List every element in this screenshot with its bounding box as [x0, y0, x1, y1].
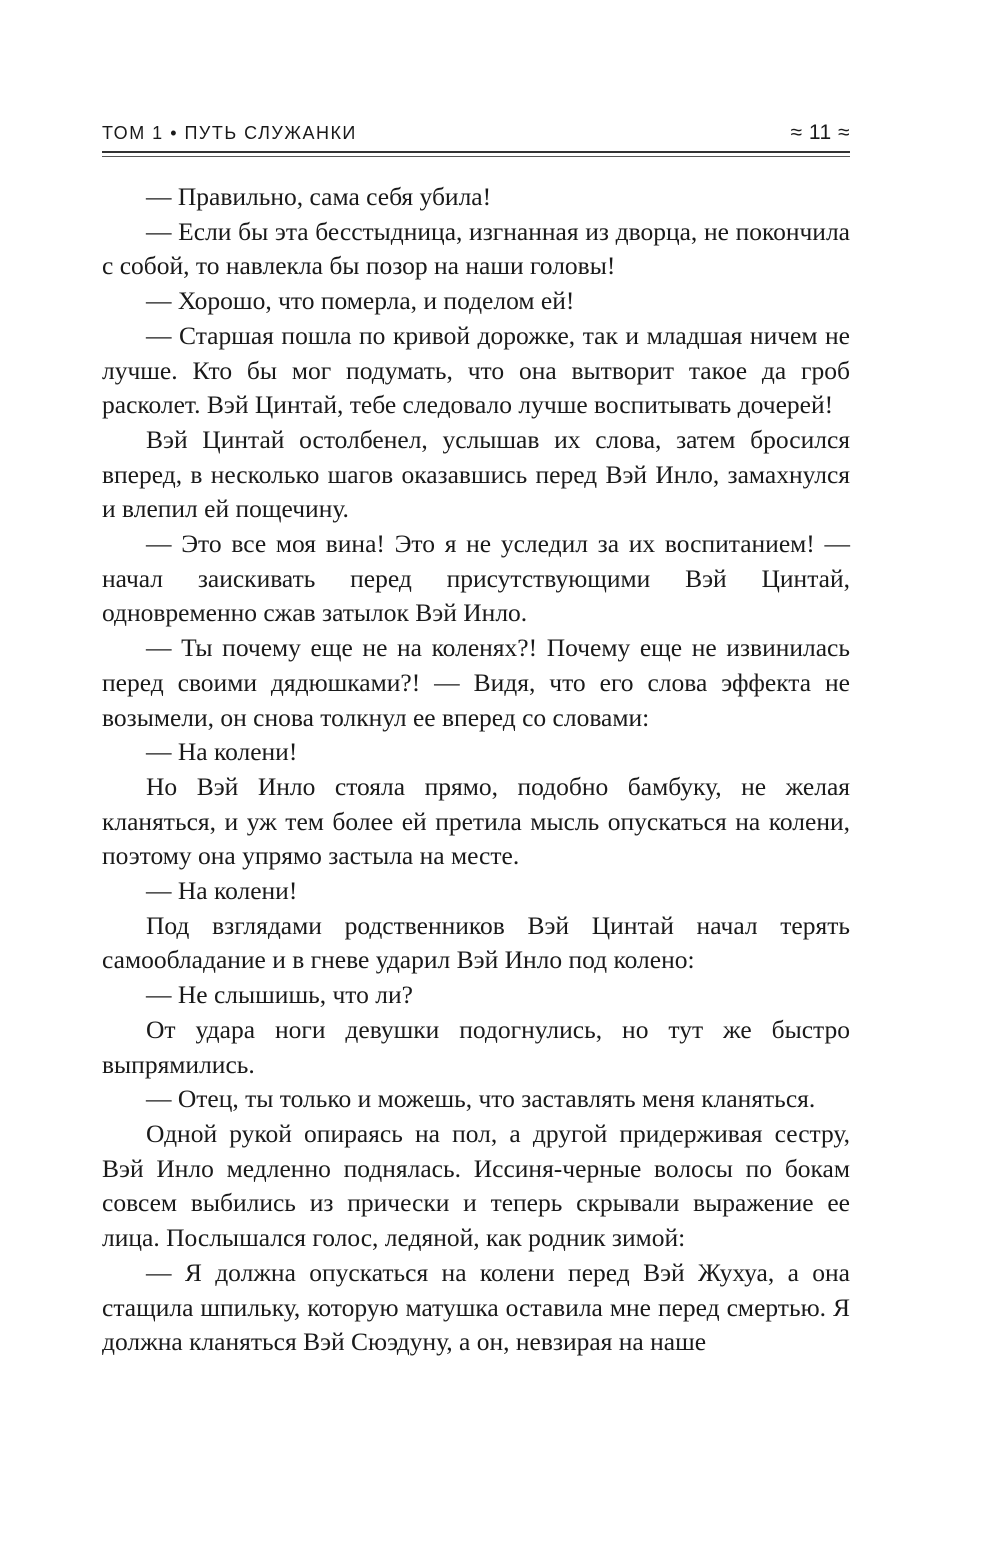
- paragraph: — Старшая пошла по кривой дорожке, так и младшая ничем не лучше. Кто бы мог подумать, что она вытворит такое да гроб расколет. Вэй Цинтай, тебе следовало лучше воспитывать дочерей!: [102, 320, 850, 420]
- paragraph: Под взглядами родственников Вэй Цинтай начал терять самообладание и в гневе ударил Вэй Инло под колено:: [102, 910, 850, 975]
- paragraph: — Это все моя вина! Это я не уследил за их воспитанием! — начал заискивать перед присутствующими Вэй Цинтай, одновременно сжав затылок Вэй Инло.: [102, 529, 850, 628]
- paragraph: — Ты почему еще не на коленях?! Почему еще не извинилась перед своими дядюшками?! — Видя, что его слова эффекта не возымели, он снова толкнул ее вперед со словами:: [102, 633, 850, 732]
- header-rule: [102, 151, 850, 153]
- paragraph: Одной рукой опираясь на пол, а другой придерживая сестру, Вэй Инло медленно поднялась. Иссиня-черные волосы по бокам совсем выбились из прически и теперь скрывали выражение ее лица. Послышался голос, ледяной, как родник зимой:: [102, 1118, 850, 1253]
- paragraph: — Отец, ты только и можешь, что заставлять меня кланяться.: [146, 1084, 816, 1114]
- paragraph: — Хорошо, что померла, и поделом ей!: [146, 286, 575, 316]
- paragraph: Вэй Цинтай остолбенел, услышав их слова, затем бросился вперед, в несколько шагов оказавшись перед Вэй Инло, замахнулся и влепил ей пощечину.: [102, 424, 850, 524]
- paragraph: — Если бы эта бесстыдница, изгнанная из дворца, не покончила с собой, то навлекла бы позор на наши головы!: [102, 216, 850, 281]
- header-rule-thin: [102, 156, 850, 157]
- paragraph: — На колени!: [146, 876, 298, 906]
- paragraph: — Не слышишь, что ли?: [146, 980, 413, 1010]
- paragraph: От удара ноги девушки подогнулись, но тут же быстро выпрямились.: [102, 1014, 850, 1079]
- paragraph: — На колени!: [146, 737, 298, 767]
- page-number: ≈ 11 ≈: [790, 121, 850, 144]
- paragraph: — Правильно, сама себя убила!: [146, 182, 492, 211]
- paragraph: Но Вэй Инло стояла прямо, подобно бамбуку, не желая кланяться, и уж тем более ей претила мысль опускаться на колени, поэтому она упрямо застыла на месте.: [102, 771, 850, 871]
- running-title: ТОМ 1 • ПУТЬ СЛУЖАНКИ: [102, 122, 357, 143]
- running-header: [102, 118, 850, 148]
- book-page: [102, 0, 850, 1552]
- body-text: [102, 180, 850, 1360]
- paragraph: — Я должна опускаться на колени перед Вэй Жухуа, а она стащила шпильку, которую матушка оставила мне перед смертью. Я должна кланяться Вэй Сюэдуну, а он, невзирая на наше: [102, 1257, 850, 1357]
